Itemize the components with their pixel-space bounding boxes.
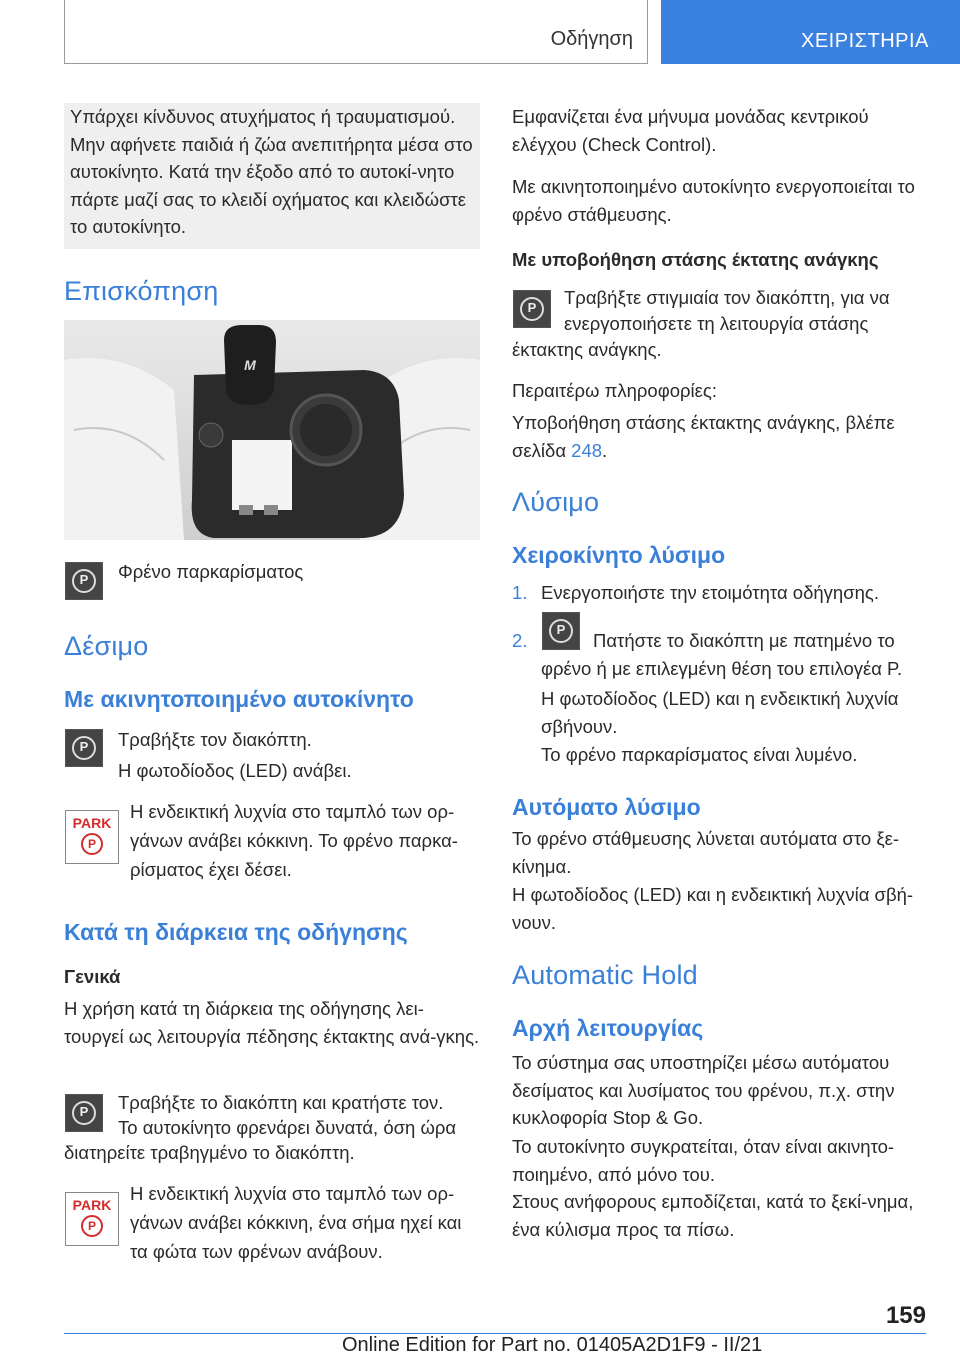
heading-auto-release: Αυτόματο λύσιμο bbox=[512, 794, 701, 820]
heading-overview: Επισκόπηση bbox=[64, 276, 219, 306]
step2-line1: Πατήστε το διακόπτη με πατημένο το bbox=[593, 630, 895, 651]
auto-release-text1: Το φρένο στάθμευσης λύνεται αυτόματα στο ξε-κίνημα. bbox=[512, 828, 900, 877]
warning-text: Υπάρχει κίνδυνος ατυχήματος ή τραυματισμού. Μην αφήνετε παιδιά ή ζώα ανεπιτήρητα μέσα στο αυτοκίνητο. Κατά την έξοδο από το αυτοκί-νητο πάρτε μαζί σας το κλειδί οχήματος και κλειδώστε το αυτοκίνητο. bbox=[70, 106, 473, 237]
general-text: Η χρήση κατά τη διάρκεια της οδήγησης λει-τουργεί ως λειτουργία πέδησης έκτακτης ανά-γκης. bbox=[64, 998, 480, 1047]
pull-hold-line2: Το αυτοκίνητο φρενάρει δυνατά, όση ώρα bbox=[118, 1117, 457, 1138]
chapter-tab-label: ΧΕΙΡΙΣΤΗΡΙΑ bbox=[801, 30, 929, 52]
pull-hold-line3: διατηρείτε τραβηγμένο το διακόπτη. bbox=[64, 1142, 355, 1163]
emergency-line3: έκτακτης ανάγκης. bbox=[512, 339, 662, 360]
parking-brake-icon bbox=[65, 562, 103, 600]
indicator-red-line2: γάνων ανάβει κόκκινη. Το φρένο παρκα- bbox=[130, 830, 458, 851]
emergency-line2: ενεργοποιήσετε τη λειτουργία στάσης bbox=[564, 313, 869, 334]
section-tab-label: Οδήγηση bbox=[550, 28, 633, 50]
gear-selector-photo bbox=[64, 320, 480, 540]
m-logo: M bbox=[244, 357, 256, 373]
principle-text3: Στους ανήφορους εμποδίζεται, κατά το ξεκί-νημα, ένα κύλισμα προς τα πίσω. bbox=[512, 1191, 914, 1240]
page-header bbox=[64, 0, 960, 66]
park-warning-icon: PARK P bbox=[65, 1192, 119, 1246]
indicator-flash-line2: γάνων ανάβει κόκκινη, ένα σήμα ηχεί και bbox=[130, 1212, 462, 1233]
edition-text: Online Edition for Part no. 01405A2D1F9 - II/21 bbox=[342, 1334, 763, 1356]
park-warning-icon: PARK P bbox=[65, 810, 119, 864]
heading-while-driving: Κατά τη διάρκεια της οδήγησης bbox=[64, 919, 408, 945]
heading-manual-release: Χειροκίνητο λύσιμο bbox=[512, 542, 726, 568]
indicator-red-line3: ρίσματος έχει δέσει. bbox=[130, 859, 292, 880]
step2-led-text: Η φωτοδίοδος (LED) και η ενδεικτική λυχνία σβήνουν. bbox=[541, 688, 899, 737]
parking-brake-icon bbox=[513, 290, 551, 328]
parking-brake-icon bbox=[65, 1094, 103, 1132]
center-console-illustration bbox=[64, 320, 480, 540]
step-number: 2. bbox=[512, 630, 528, 651]
parking-brake-icon bbox=[542, 612, 580, 650]
pull-switch-text: Τραβήξτε τον διακόπτη. bbox=[118, 729, 312, 750]
indicator-flash-line1: Η ενδεικτική λυχνία στο ταμπλό των ορ- bbox=[130, 1183, 455, 1204]
page-link[interactable]: 248 bbox=[571, 439, 603, 461]
cross-reference: Υποβοήθηση στάσης έκτακτης ανάγκης, βλέπε σελίδα 248. bbox=[512, 412, 895, 461]
heading-emergency-assist: Με υποβοήθηση στάσης έκτατης ανάγκης bbox=[512, 249, 879, 270]
step2-released-text: Το φρένο παρκαρίσματος είναι λυμένο. bbox=[541, 744, 858, 765]
auto-release-text2: Η φωτοδίοδος (LED) και η ενδεικτική λυχνία σβή-νουν. bbox=[512, 884, 914, 933]
pull-hold-line1: Τραβήξτε το διακόπτη και κρατήστε τον. bbox=[118, 1092, 444, 1113]
more-info-label: Περαιτέρω πληροφορίες: bbox=[512, 380, 717, 401]
step-number: 1. bbox=[512, 582, 528, 603]
section-tab bbox=[64, 0, 648, 64]
stationary-activates-text: Με ακινητοποιημένο αυτοκίνητο ενεργοποιείται το φρένο στάθμευσης. bbox=[512, 176, 915, 225]
heading-general: Γενικά bbox=[64, 966, 121, 987]
emergency-line1: Τραβήξτε στιγμιαία τον διακόπτη, για να bbox=[564, 287, 890, 308]
heading-principle: Αρχή λειτουργίας bbox=[512, 1015, 704, 1041]
heading-engage: Δέσιμο bbox=[64, 631, 149, 661]
check-control-text: Εμφανίζεται ένα μήνυμα μονάδας κεντρικού ελέγχου (Check Control). bbox=[512, 106, 869, 155]
indicator-red-line1: Η ενδεικτική λυχνία στο ταμπλό των ορ- bbox=[130, 801, 455, 822]
step2-line2: φρένο ή με επιλεγμένη θέση του επιλογέα P. bbox=[541, 658, 903, 679]
heading-release: Λύσιμο bbox=[512, 487, 600, 517]
heading-stationary: Με ακινητοποιημένο αυτοκίνητο bbox=[64, 686, 414, 712]
step1-text: Ενεργοποιήστε την ετοιμότητα οδήγησης. bbox=[541, 582, 879, 603]
page-number: 159 bbox=[885, 1302, 926, 1329]
principle-text2: Το αυτοκίνητο συγκρατείται, όταν είναι ακινητο-ποιημένο, από μόνο του. bbox=[512, 1136, 895, 1185]
warning-box bbox=[64, 103, 480, 249]
principle-text1: Το σύστημα σας υποστηρίζει μέσω αυτόματου δεσίματος και λυσίματος του φρένου, π.χ. στην κυκλοφορία Stop & Go. bbox=[512, 1052, 895, 1128]
chapter-tab bbox=[661, 0, 960, 64]
parking-brake-icon bbox=[65, 729, 103, 767]
indicator-flash-line3: τα φώτα των φρένων ανάβουν. bbox=[130, 1241, 383, 1262]
led-on-text: Η φωτοδίοδος (LED) ανάβει. bbox=[118, 760, 352, 781]
heading-automatic-hold: Automatic Hold bbox=[512, 960, 698, 990]
parking-brake-label: Φρένο παρκαρίσματος bbox=[118, 561, 304, 582]
